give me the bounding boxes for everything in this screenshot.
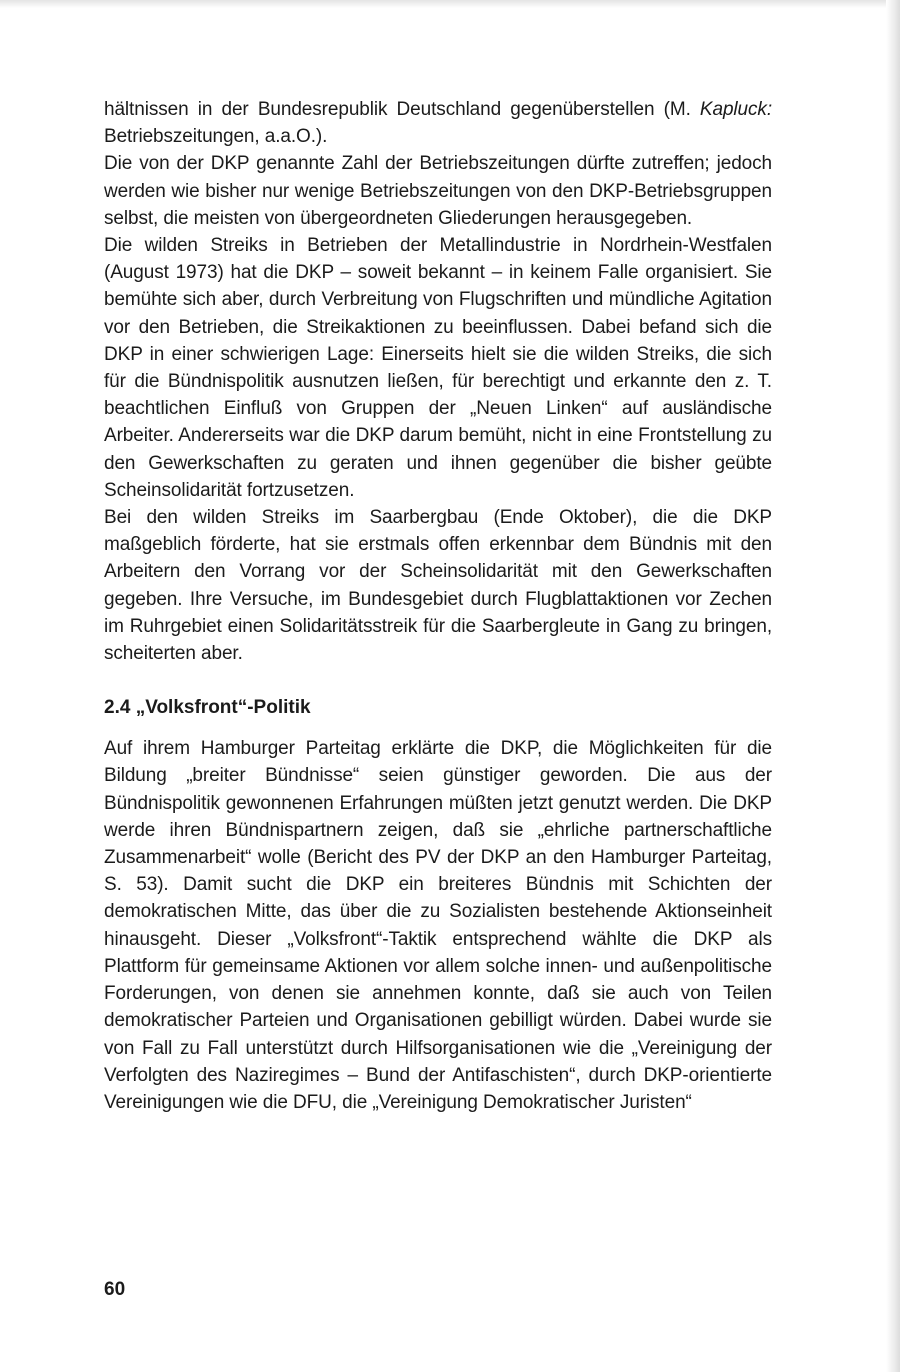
- paragraph-volksfront: Auf ihrem Hamburger Parteitag erklärte die DKP, die Möglichkeiten für die Bildung „breiter Bündnisse“ seien günstiger geworden. Die aus der Bündnispolitik gewonnenen Erfahrungen müßten jetzt genutzt werden. Die DKP werde ihren Bündnispartnern zeigen, daß sie „ehrliche partnerschaftliche Zusammenarbeit“ wolle (Bericht des PV der DKP an den Hamburger Parteitag, S. 53). Damit sucht die DKP ein breiteres Bündnis mit Schichten der demokratischen Mitte, das über die zu Sozialisten bestehende Aktionseinheit hinausgeht. Dieser „Volksfront“-Taktik entsprechend wählte die DKP als Plattform für gemeinsame Aktionen vor allem solche innen- und außenpolitische Forderungen, von denen sie annehmen konnte, daß sie auch von Teilen demokratischer Parteien und Organisationen gebilligt würden. Dabei wurde sie von Fall zu Fall unterstützt durch Hilfsorganisationen wie die „Vereinigung der Verfolgten des Naziregimes – Bund der Antifaschisten“, durch DKP-orientierte Vereinigungen wie die DFU, die „Vereinigung Demokratischer Juristen“: [104, 738, 772, 1113]
- page-body: [104, 96, 772, 1116]
- author-name: Kapluck:: [699, 99, 772, 120]
- section-heading: 2.4 „Volksfront“-Politik: [104, 697, 311, 719]
- paragraph-text: Betriebszeitungen, a.a.O.).: [104, 126, 328, 148]
- page-number: 60: [104, 1279, 126, 1300]
- paragraph-betriebszeitungen: Die von der DKP genannte Zahl der Betriebszeitungen dürfte zutreffen; jedoch werden wie bisher nur wenige Betriebszeitungen von den DKP-Betriebsgruppen selbst, die meisten von übergeordneten Gliederungen herausgegeben.: [104, 153, 772, 229]
- paragraph-text: hältnissen in der Bundesrepublik Deutschland gegenüberstellen (M.: [104, 99, 700, 120]
- paragraph-saarbergbau: Bei den wilden Streiks im Saarbergbau (Ende Oktober), die die DKP maßgeblich förderte, hat sie erstmals offen erkennbar dem Bündnis mit den Arbeitern den Vorrang vor der Scheinsolidarität mit den Gewerkschaften gegeben. Ihre Versuche, im Bundesgebiet durch Flugblattaktionen vor Zechen im Ruhrgebiet einen Solidaritätsstreik für die Saarbergleute in Gang zu bringen, scheiterten aber.: [104, 507, 772, 665]
- paragraph-wilde-streiks: Die wilden Streiks in Betrieben der Metallindustrie in Nordrhein-Westfalen (August 1973) hat die DKP – soweit bekannt – in keinem Falle organisiert. Sie bemühte sich aber, durch Verbreitung von Flugschriften und mündliche Agitation vor den Betrieben, die Streikaktionen zu beeinflussen. Dabei befand sich die DKP in einer schwierigen Lage: Einerseits hielt sie die wilden Streiks, die sich für die Bündnispolitik ausnutzen ließen, für berechtigt und erkannte den z. T. beachtlichen Einfluß von Gruppen der „Neuen Linken“ auf ausländische Arbeiter. Andererseits war die DKP darum bemüht, nicht in eine Frontstellung zu den Gewerkschaften zu geraten und ihnen gegenüber die bisher geübte Scheinsolidarität fortzusetzen.: [104, 235, 772, 501]
- paragraph-continuation: [104, 96, 772, 150]
- scan-shadow-right: [886, 0, 900, 1372]
- scan-shadow-top: [0, 0, 900, 8]
